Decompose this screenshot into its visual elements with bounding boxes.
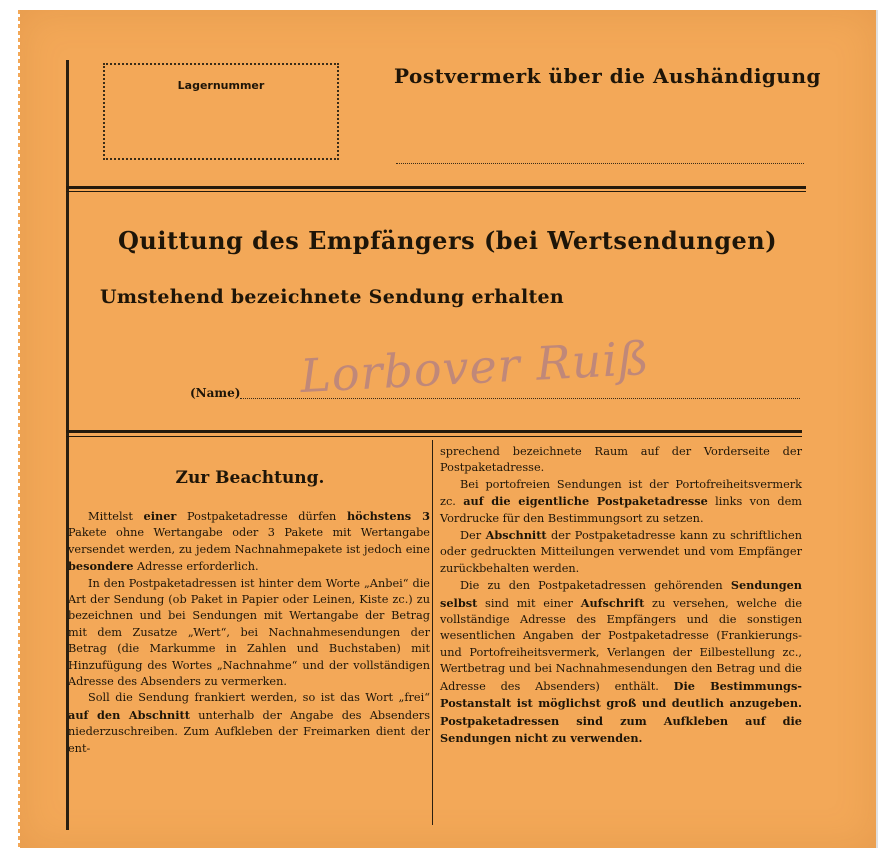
beachtung-paragraph: sprechend bezeichnete Raum auf der Vorderseite der Postpaketadresse. xyxy=(440,445,802,475)
beachtung-paragraph: Bei portofreien Sendungen ist der Portofreiheitsvermerk zc. auf die eigentliche Postpaketadresse links von dem Vordrucke für den Bestimmungsort zu setzen. xyxy=(440,477,802,525)
postvermerk-line xyxy=(396,163,804,164)
quittung-subtitle: Umstehend bezeichnete Sendung erhalten xyxy=(100,286,565,308)
rule-middle-thin xyxy=(66,436,802,437)
quittung-title: Quittung des Empfängers (bei Wertsendungen) xyxy=(118,226,778,255)
handwritten-signature: Lorbover Ruiß xyxy=(298,330,652,404)
beachtung-left-column xyxy=(68,508,430,757)
beachtung-title: Zur Beachtung. xyxy=(175,468,325,488)
rule-middle xyxy=(66,430,802,433)
name-line xyxy=(240,398,800,399)
beachtung-paragraph: Die zu den Postpaketadressen gehörenden Sendungen selbst sind mit einer Aufschrift zu versehen, welche die vollständige Adresse des Empfängers und die sonstigen wesentlichen Angaben der Postpaketadresse (Frankierungs- und Portofreiheitsvermerk, Verlangen der Eilbestellung zc., Wertbetrag und bei Nachnahmesendungen den Betrag und die Adresse des Absenders) enthält. Die Bestimmungs-Postanstalt ist möglichst groß und deutlich anzugeben. Postpaketadressen sind zum Aufkleben auf die Sendungen nicht zu verwenden. xyxy=(440,578,803,745)
beachtung-right-column xyxy=(440,444,802,747)
column-divider xyxy=(432,440,433,825)
lagernummer-box xyxy=(103,63,339,160)
rule-top xyxy=(66,186,806,189)
beachtung-paragraph: In den Postpaketadressen ist hinter dem Worte „Anbei“ die Art der Sendung (ob Paket in Papier oder Leinen, Kiste zc.) zu bezeichnen und bei Sendungen mit Wertangabe der Betrag mit dem Zusatze „Wert“, bei Nachnahmesendungen der Betrag (die Markumme in Zahlen und Buchstaben) mit Hinzufügung des Wortes „Nachnahme“ und der vollständigen Adresse des Absenders zu vermerken. xyxy=(68,576,430,689)
beachtung-paragraph: Der Abschnitt der Postpaketadresse kann zu schriftlichen oder gedruckten Mitteilungen verwendet und vom Empfänger zurückbehalten werden. xyxy=(440,528,803,575)
rule-top-thin xyxy=(66,191,806,192)
lagernummer-label: Lagernummer xyxy=(177,79,265,92)
postvermerk-heading: Postvermerk über die Aushändigung xyxy=(394,64,821,88)
name-label: (Name) xyxy=(190,386,241,400)
beachtung-paragraph: Mittelst einer Postpaketadresse dürfen höchstens 3 Pakete ohne Wertangabe oder 3 Pakete mit Wertangabe versendet werden, zu jedem Nachnahmepakete ist jedoch eine besondere Adresse erforderlich. xyxy=(68,509,430,574)
beachtung-paragraph: Soll die Sendung frankiert werden, so ist das Wort „frei“ auf den Abschnitt unterhalb der Angabe des Absenders niederzuschreiben. Zum Aufkleben der Freimarken dient der ent- xyxy=(68,691,430,755)
